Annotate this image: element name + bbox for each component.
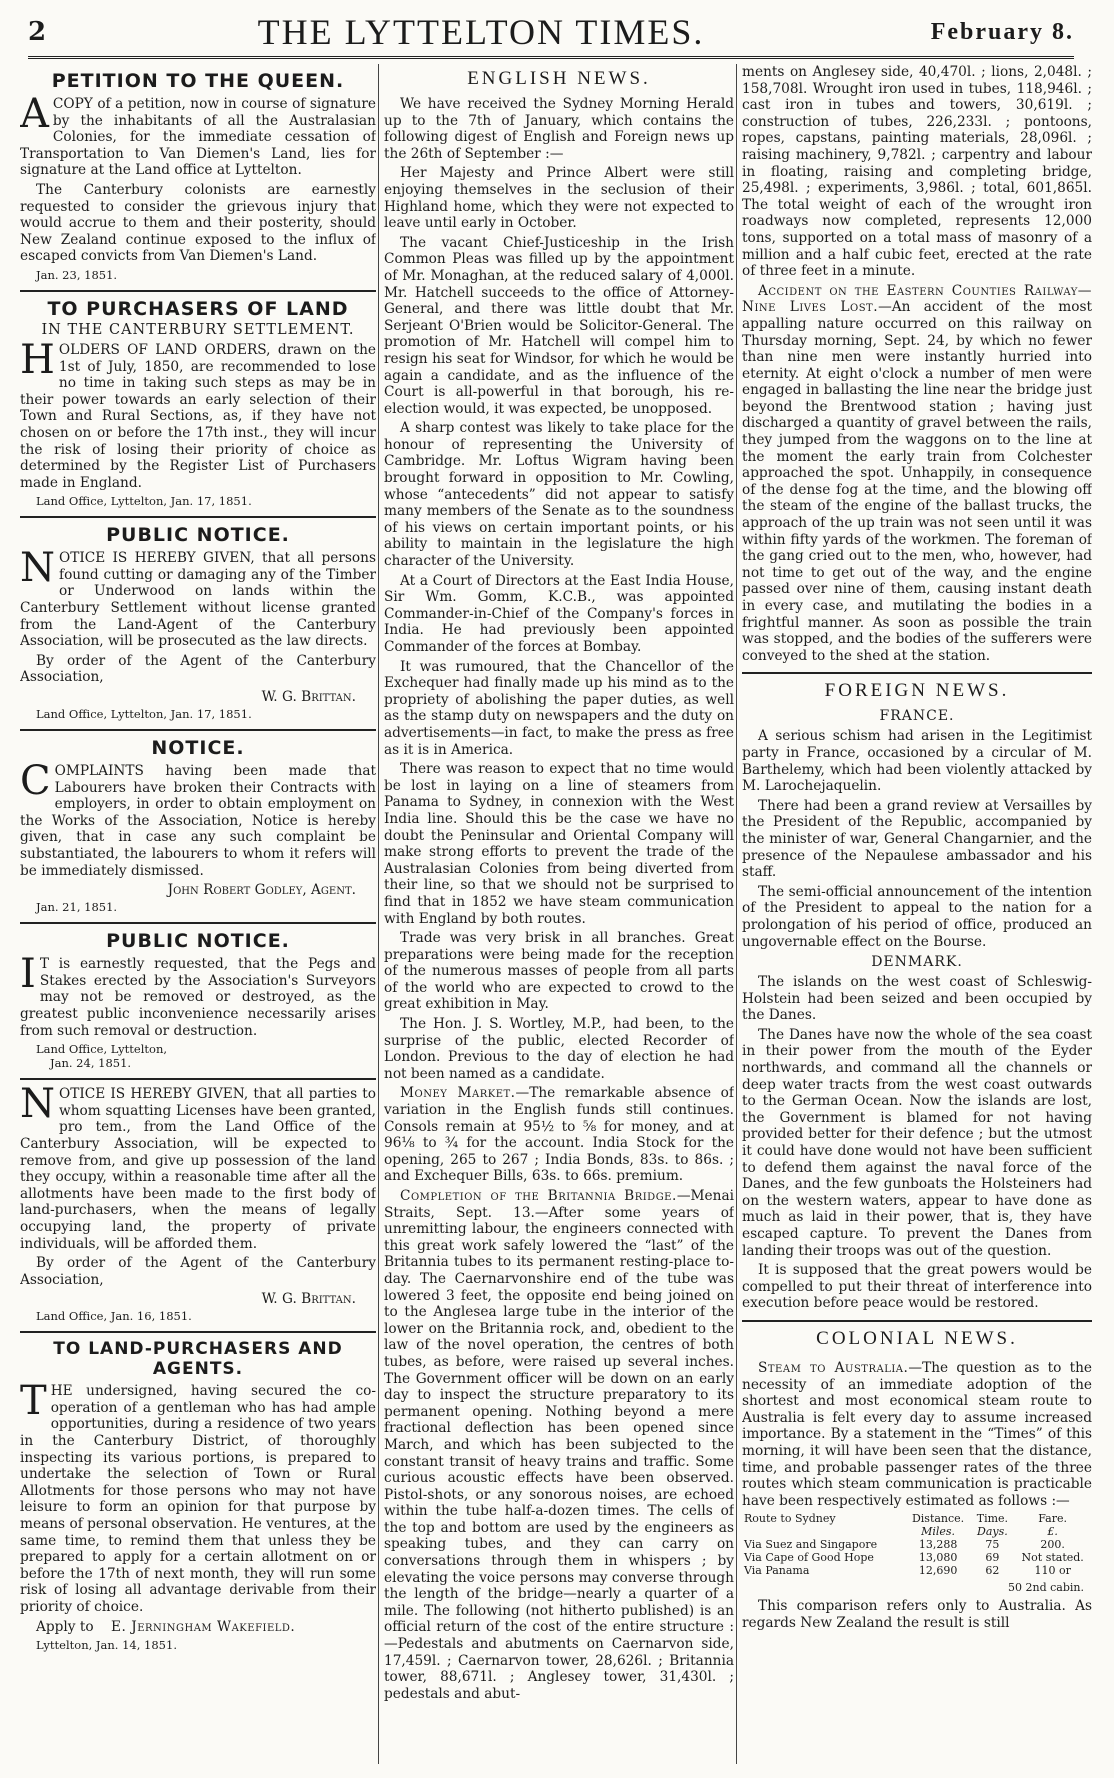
issue-date: February 8. bbox=[930, 18, 1074, 45]
agents-apply bbox=[20, 1619, 376, 1636]
public-notice-heading: PUBLIC NOTICE. bbox=[106, 524, 290, 547]
steam-text: —The question as to the necessity of an immediate adoption of the shortest and most economical steam route to Australia is felt every day to assume increased importance. By a statement in the “Times” of this morning, it will have been seen that the distance, time, and probable passenger rates of the three routes which steam communication is practicable have been respectively estimated as follows :— bbox=[742, 1359, 1092, 1509]
news-paragraph: There was reason to expect that no time would be lost in laying on a line of steamers from Panama to Sydney, in connexion with the West India line. Should this be the case we have no doubt the Peninsular and Oriental Company will make strong efforts to prevent the trade of the Australasian Colonies from being diverted from their line, so that we should not be surprised to find that in 1852 we have steam communication with England by both routes. bbox=[384, 761, 734, 927]
column-advertisements bbox=[20, 64, 376, 1764]
accident-paragraph bbox=[742, 283, 1092, 665]
dateline: Land Office, Lyttelton, bbox=[36, 1042, 168, 1057]
bridge-lead: Completion of the Britannia Bridge. bbox=[400, 1188, 677, 1204]
dateline: Land Office, Jan. 16, 1851. bbox=[36, 1309, 192, 1324]
table-cell: 62 bbox=[985, 1564, 1000, 1578]
petition-heading: PETITION TO THE QUEEN. bbox=[51, 70, 345, 92]
foreign-news-heading: FOREIGN NEWS. bbox=[824, 680, 1010, 702]
table-cell: 13,080 bbox=[918, 1551, 958, 1565]
colonial-news-heading: COLONIAL NEWS. bbox=[816, 1327, 1018, 1349]
signature: W. G. Brittan. bbox=[261, 1291, 356, 1308]
news-paragraph: It was rumoured, that the Chancellor of the Exchequer had finally made up his mind as to the propriety of abolishing the paper duties, as well as the stamp duty on newspapers and the duty on advertisements—in fact, to make the press as free as it is in America. bbox=[384, 658, 734, 758]
table-header: Fare. bbox=[1038, 1512, 1068, 1526]
purchasers-text: HOLDERS OF LAND ORDERS, drawn on the 1st of July, 1850, are recommended to lose no time in taking such steps as may be in their power towards an early selection of their Town and Rural Sections, as, if they have not chosen on or before the 17th inst., they will incur the risk of losing their priority of choice as determined by the Register List of Purchasers made in England. bbox=[20, 336, 376, 491]
accident-text: —An accident of the most appalling nature occurred on this railway on Thursday morning, Sept. 24, by which no fewer than nine men were instantly hurried into eternity. At eight o'clock a number of men were engaged in ballasting the line near the bridge just beyond the Brentwood station ; having just discharged a quantity of gravel between the rails, they jumped from the waggons on to the line at the moment the early train from Colchester approached the spot. Unhappily, in consequence of the dense fog at the time, and the blowing off the steam of the engine of the ballast trucks, the approach of the up train was not seen until it was within fifty yards of the workmen. The foreman of the gang cried out to the men, who, however, had not time to get out of the way, and the engine passed over nine of them, causing instant death in every case, and mutilating the bodies in a frightful manner. As soon as possible the train was stopped, and the bodies of the sufferers were conveyed to the shed at the station. bbox=[742, 299, 1092, 664]
news-paragraph: The semi-official announcement of the intention of the President to appeal to the nation for a prolongation of his period of office, produced an ungovernable effect on the Bourse. bbox=[742, 883, 1092, 950]
petition-text: ACOPY of a petition, now in course of signature by the inhabitants of all the Australasian Colonies, for the immediate cessation of Transportation to Van Diemen's Land, lies for signature at the Land office at Lyttelton. bbox=[20, 91, 376, 179]
route-table bbox=[742, 1512, 1092, 1577]
accident-lead: Accident on the Eastern Counties Railway—Nine Lives Lost. bbox=[742, 282, 1092, 316]
table-cell: 200. bbox=[1040, 1538, 1065, 1552]
divider bbox=[20, 1078, 376, 1080]
signature: E. Jerningham Wakefield. bbox=[111, 1618, 296, 1635]
news-paragraph: A sharp contest was likely to take place for the honour of representing the University of Cambridge. Mr. Loftus Wigram having been brought forward in opposition to Mr. Cowling, whose “antecedents” did not appear to satisfy many members of the Senate as to the soundness of his views on certain important points, or his ability to maintain in the legislature the high character of the University. bbox=[384, 420, 734, 570]
notice-text: COMPLAINTS having been made that Labourers have broken their Contracts with employers, in order to obtain employment on the Works of the Association, Notice is hereby given, that in case any such complaint be substantiated, the labourers to whom it refers will be immediately dismissed. bbox=[20, 758, 376, 879]
apply-label: Apply to bbox=[36, 1618, 94, 1635]
table-cell: 12,690 bbox=[918, 1564, 958, 1578]
table-cell bbox=[742, 1525, 905, 1538]
table-cell: 69 bbox=[985, 1551, 1000, 1565]
divider bbox=[20, 290, 376, 292]
table-cell: 13,288 bbox=[918, 1538, 958, 1552]
divider bbox=[20, 922, 376, 924]
news-paragraph: Trade was very brisk in all branches. Great preparations were being made for the reception of the numerous masses of people from all parts of the world who are expected to crowd to the great exhibition in May. bbox=[384, 930, 734, 1013]
page-number: 2 bbox=[28, 17, 47, 47]
table-header-row bbox=[742, 1512, 1092, 1525]
column-news bbox=[742, 64, 1092, 1764]
table-cell: Via Suez and Singapore bbox=[744, 1538, 878, 1552]
steam-lead: Steam to Australia. bbox=[758, 1359, 909, 1376]
dateline: Land Office, Lyttelton, Jan. 17, 1851. bbox=[36, 494, 252, 509]
public-notice-order: By order of the Agent of the Canterbury Association, bbox=[20, 652, 376, 686]
masthead bbox=[28, 8, 1074, 59]
bridge-text: —Menai Straits, Sept. 13.—After some years of unremitting labour, the engineers connected with this great work safely lowered the “last” of the Britannia tubes to its permanent resting-place to-day. The Caernarvonshire end of the tube was lowered 3 feet, the opposite end being joined on to the Anglesea large tube in the interior of the lower on the Britannia rock, and, obedient to the law of the novel operation, the centres of both tubes, as before, were raised up several inches. The Government officer will be down on an early day to inspect the structure preparatory to its permanent opening. Nothing beyond a mere fractional deflection has been opened since March, and which has been subjected to the constant transit of heavy trains and traffic. Some curious acoustic effects have been observed. Pistol-shots, or any sonorous noises, are echoed within the tube half-a-dozen times. The cells of the top and bottom are used by the engineers as speaking tubes, and they can carry on conversations through them in whispers ; by elevating the voice persons may converse through the length of the bridge—nearly a quarter of a mile. The following (not hitherto published) is an official return of the cost of the entire structure :—Pedestals and abutments on Caernarvon side, 17,459l. ; Caernarvon tower, 28,626l. ; Britannia tower, 88,671l. ; Anglesey tower, 31,430l. ; pedestals and abut- bbox=[384, 1188, 734, 1702]
column-rule bbox=[736, 64, 737, 1764]
english-news-heading: ENGLISH NEWS. bbox=[467, 68, 651, 89]
news-paragraph: The Hon. J. S. Wortley, M.P., had been, to the surprise of the public, elected Recorder of London. Previous to the day of election he had not been named as a candidate. bbox=[384, 1016, 734, 1082]
table-cell: Miles. bbox=[921, 1525, 956, 1539]
table-cell: £. bbox=[1047, 1525, 1058, 1539]
public-notice-heading-2: PUBLIC NOTICE. bbox=[106, 930, 290, 953]
squatting-order: By order of the Agent of the Canterbury Association, bbox=[20, 1255, 376, 1288]
money-market-text: —The remarkable absence of variation in the English funds still continues. Consols remain at 95½ to ⅝ for money, and at 96⅛ to ¾ for the account. India Stock for the opening, 265 to 267 ; India Bonds, 83s. to 86s. ; and Exchequer Bills, 63s. to 66s. premium. bbox=[384, 1085, 734, 1185]
divider bbox=[20, 1331, 376, 1333]
news-paragraph: The islands on the west coast of Schleswig-Holstein had been seized and been occupied by the Danes. bbox=[742, 974, 1092, 1024]
news-paragraph: There had been a grand review at Versailles by the President of the Republic, accompanied by the minister of war, General Changarnier, and the presence of the Nepaulese ambassador and his staff. bbox=[742, 797, 1092, 881]
dateline: Land Office, Lyttelton, Jan. 17, 1851. bbox=[36, 707, 252, 722]
petition-text-2: The Canterbury colonists are earnestly requested to consider the grievous injury that would accrue to them and their posterity, should New Zealand continue exposed to the influx of escaped convicts from Van Diemen's Land. bbox=[20, 181, 376, 265]
table-cell: Via Cape of Good Hope bbox=[744, 1551, 874, 1565]
squatting-notice-text: NOTICE IS HEREBY GIVEN, that all parties to whom squatting Licenses have been granted, pro tem., from the Land Office of the Canterbury Association, will be expected to remove from, and give up possession of the land they occupy, within a reasonable time after all the allotments have been made to the first body of land-purchasers, when the means of legally occupying land, the property of private individuals, will be afforded them. bbox=[20, 1081, 376, 1252]
steam-paragraph bbox=[742, 1360, 1092, 1509]
table-row bbox=[742, 1564, 1092, 1577]
table-note: 50 2nd cabin. bbox=[1008, 1581, 1084, 1595]
divider bbox=[742, 672, 1092, 674]
public-notice-text: NOTICE IS HEREBY GIVEN, that all persons found cutting or damaging any of the Timber or Underwood on lands within the Canterbury Settlement without license granted from the Land-Agent of the Canterbury Association, will be prosecuted as the law directs. bbox=[20, 545, 376, 650]
divider bbox=[742, 1320, 1092, 1322]
news-paragraph: At a Court of Directors at the East India House, Sir Wm. Gomm, K.C.B., was appointed Commander-in-Chief of the Company's forces in India. He had previously been appointed Commander of the forces at Bombay. bbox=[384, 572, 734, 655]
column-rule bbox=[378, 64, 379, 1764]
agents-text: THE undersigned, having secured the co-operation of a gentleman who has had ample opportunities, during a residence of two years in the Canterbury District, of thoroughly inspecting its various portions, is prepared to undertake the selection of Town or Rural Allotments for those persons who may not have leisure to form an opinion for that purpose by means of personal observation. He ventures, at the same time, to remind them that unless they be prepared to apply for a certain allotment on or before the 17th of next month, they will run some risk of losing all advantage derivable from their priority of choice. bbox=[20, 1378, 376, 1615]
table-row bbox=[742, 1551, 1092, 1564]
signature: W. G. Brittan. bbox=[261, 689, 356, 706]
bridge-continued: ments on Anglesey side, 40,470l. ; lions, 2,048l. ; 158,708l. Wrought iron used in tubes, 118,946l. ; cast iron in tubes and towers, 30,619l. ; construction of tubes, 226,233l. ; pontoons, ropes, capstans, painting materials, 28,096l. ; raising machinery, 9,782l. ; carpentry and labour in floating, raising and completing bridge, 25,498l. ; experiments, 3,986l. ; total, 601,865l. The total weight of each of the wrought iron roadways now completed, represents 12,000 tons, supported on a total mass of masonry of a million and a half cubic feet, erected at the rate of three feet in a minute. bbox=[742, 64, 1092, 280]
france-heading: FRANCE. bbox=[879, 708, 955, 725]
table-cell: 75 bbox=[985, 1538, 1000, 1552]
table-units-row bbox=[742, 1525, 1092, 1538]
purchasers-subheading: IN THE CANTERBURY SETTLEMENT. bbox=[41, 321, 355, 338]
purchasers-heading: TO PURCHASERS OF LAND bbox=[47, 297, 349, 320]
news-paragraph: Her Majesty and Prince Albert were still enjoying themselves in the seclusion of their Highland home, which they were not expected to leave until early in October. bbox=[384, 165, 734, 232]
money-market-paragraph bbox=[384, 1085, 734, 1185]
dateline: Lyttelton, Jan. 14, 1851. bbox=[36, 1638, 177, 1653]
divider bbox=[20, 729, 376, 731]
closing-paragraph: This comparison refers only to Australia. As regards New Zealand the result is still bbox=[742, 1598, 1092, 1631]
table-header: Route to Sydney bbox=[744, 1512, 836, 1526]
table-header: Distance. bbox=[911, 1512, 965, 1526]
divider bbox=[20, 516, 376, 518]
table-row bbox=[742, 1538, 1092, 1551]
signature: John Robert Godley, Agent. bbox=[167, 882, 356, 899]
public-notice-text-2: IT is earnestly requested, that the Pegs and Stakes erected by the Association's Surveyors may not be removed or destroyed, as the greatest public inconvenience necessarily arises from such removal or destruction. bbox=[20, 951, 376, 1039]
news-paragraph: The Danes have now the whole of the sea coast in their power from the mouth of the Eyder northwards, and command all the channels or deep water tracts from the west coast outwards to the German Ocean. Now the islands are lost, the Government is blamed for not having provided better for their defence ; but the utmost it could have done would not have been sufficient to defend them against the naval force of the Danes, and the few gunboats the Holsteiners had on the western waters, appear to have done as much as laid in their power, that is, they have escaped capture. To prevent the Danes from landing their troops was out of the question. bbox=[742, 1026, 1092, 1259]
denmark-heading: DENMARK. bbox=[871, 954, 963, 971]
news-paragraph: We have received the Sydney Morning Herald up to the 7th of January, which contains the following digest of English and Foreign news up the 26th of September :— bbox=[384, 96, 734, 162]
dateline: Jan. 23, 1851. bbox=[36, 267, 118, 282]
news-paragraph: A serious schism had arisen in the Legitimist party in France, occasioned by a circular of M. Barthelemy, which had been violently attacked by M. Larochejaquelin. bbox=[742, 728, 1092, 795]
column-english-news bbox=[384, 64, 734, 1764]
dateline: Jan. 24, 1851. bbox=[50, 1056, 132, 1071]
news-paragraph: The vacant Chief-Justiceship in the Irish Common Pleas was filled up by the appointment of Mr. Monaghan, at the reduced salary of 4,000l. Mr. Hatchell succeeds to the office of Attorney-General, and there was little doubt that Mr. Serjeant O'Brien would be Solicitor-General. The promotion of Mr. Hatchell will compel him to resign his seat for Windsor, for which he would be again a candidate, and as the influence of the Court is all-powerful in that borough, his re-election would, it was expected, be unopposed. bbox=[384, 234, 734, 417]
table-cell: 110 or bbox=[1034, 1564, 1071, 1578]
table-header: Time. bbox=[976, 1512, 1009, 1526]
bridge-paragraph bbox=[384, 1188, 734, 1702]
money-market-lead: Money Market. bbox=[400, 1085, 516, 1102]
news-paragraph: It is supposed that the great powers would be compelled to put their threat of interference into execution before peace would be restored. bbox=[742, 1262, 1092, 1312]
notice-heading: NOTICE. bbox=[151, 737, 245, 760]
agents-heading: TO LAND-PURCHASERS AND AGENTS. bbox=[53, 1339, 343, 1380]
table-cell: Via Panama bbox=[744, 1564, 810, 1578]
table-cell: Not stated. bbox=[1021, 1551, 1084, 1565]
newspaper-title: THE LYTTELTON TIMES. bbox=[257, 12, 705, 52]
table-cell: Days. bbox=[977, 1525, 1008, 1539]
dateline: Jan. 21, 1851. bbox=[36, 900, 118, 915]
